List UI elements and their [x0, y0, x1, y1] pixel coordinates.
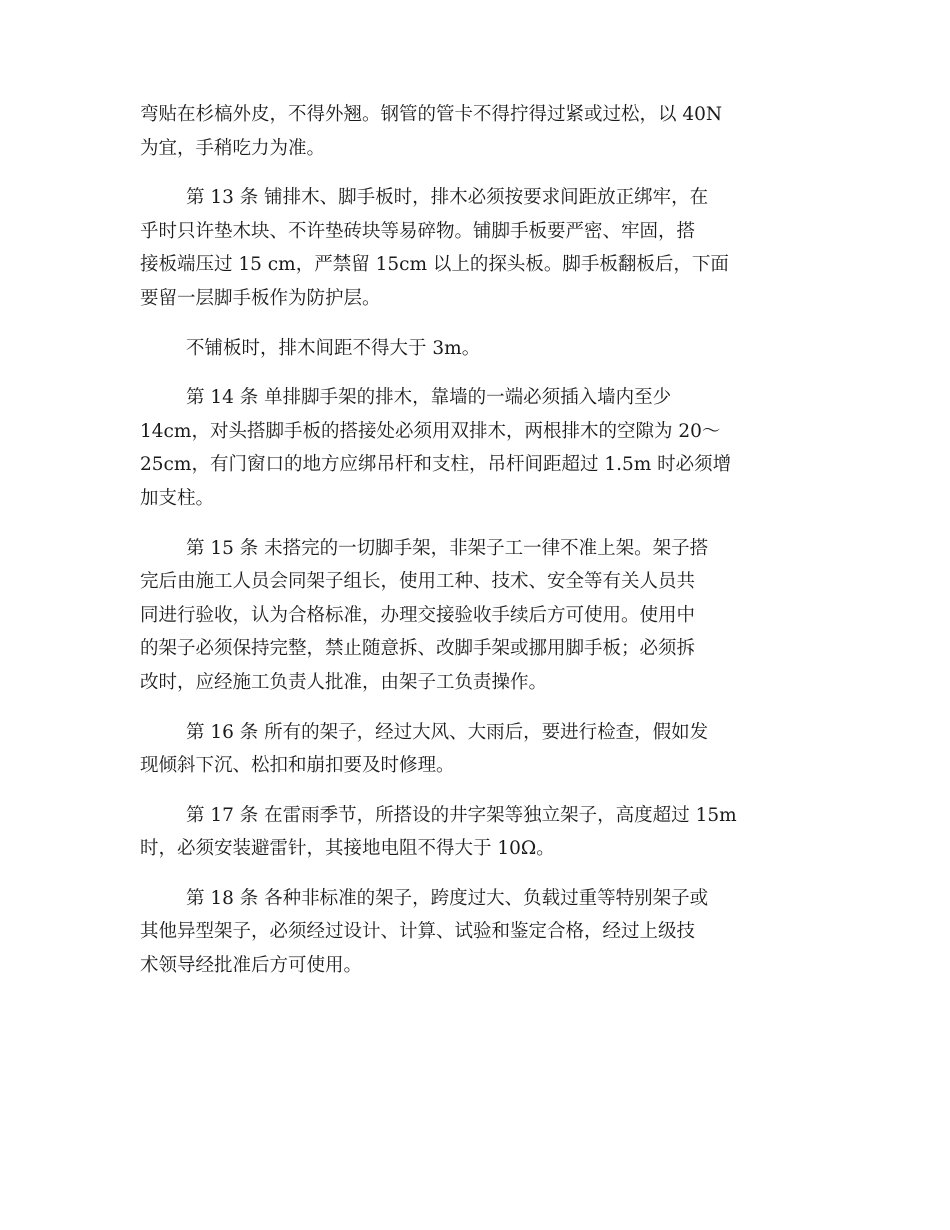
- paragraph-article-13: [140, 181, 808, 315]
- text-line: 的架子必须保持完整，禁止随意拆、改脚手架或挪用脚手板；必须拆: [140, 638, 696, 660]
- text-line: 第 16 条 所有的架子，经过大风、大雨后，要进行检查，假如发: [186, 721, 709, 743]
- paragraph-article-14: [140, 381, 808, 515]
- text-line: 同进行验收，认为合格标准，办理交接验收手续后方可使用。使用中: [140, 604, 696, 626]
- text-line: 加支柱。: [140, 487, 215, 509]
- text-line: 其他异型架子，必须经过设计、计算、试验和鉴定合格，经过上级技: [140, 921, 696, 943]
- paragraph-article-17: [140, 799, 808, 866]
- document-page: [140, 98, 808, 999]
- text-line: 接板端压过 15 cm，严禁留 15cm 以上的探头板。脚手板翻板后，下面: [140, 254, 729, 276]
- text-line: 时，必须安装避雷针，其接地电阻不得大于 10Ω。: [140, 838, 555, 860]
- paragraph-article-15: [140, 532, 808, 700]
- text-line: 不铺板时，排木间距不得大于 3m。: [186, 337, 481, 359]
- paragraph-article-16: [140, 716, 808, 783]
- text-line: 为宜，手稍吃力为准。: [140, 137, 326, 159]
- text-line: 要留一层脚手板作为防护层。: [140, 287, 381, 309]
- text-line: 14cm，对头搭脚手板的搭接处必须用双排木，两根排木的空隙为 20～: [140, 420, 721, 442]
- text-line: 第 15 条 未搭完的一切脚手架，非架子工一律不准上架。架子搭: [186, 537, 709, 559]
- paragraph-article-18: [140, 882, 808, 983]
- text-line: 现倾斜下沉、松扣和崩扣要及时修理。: [140, 755, 455, 777]
- text-line: 乎时只许垫木块、不许垫砖块等易碎物。铺脚手板要严密、牢固，搭: [140, 220, 696, 242]
- text-line: 25cm，有门窗口的地方应绑吊杆和支柱，吊杆间距超过 1.5m 时必须增: [140, 454, 732, 476]
- text-line: 第 13 条 铺排木、脚手板时，排木必须按要求间距放正绑牢，在: [186, 187, 709, 209]
- text-line: 第 17 条 在雷雨季节，所搭设的井字架等独立架子，高度超过 15m: [186, 804, 737, 826]
- text-line: 改时，应经施工负责人批准，由架子工负责操作。: [140, 671, 548, 693]
- text-line: 术领导经批准后方可使用。: [140, 955, 363, 977]
- text-line: 弯贴在杉槁外皮，不得外翘。钢管的管卡不得拧得过紧或过松，以 40N: [140, 104, 723, 125]
- text-line: 第 18 条 各种非标准的架子，跨度过大、负载过重等特别架子或: [186, 887, 709, 909]
- text-line: 第 14 条 单排脚手架的排木，靠墙的一端必须插入墙内至少: [186, 387, 672, 409]
- text-line: 完后由施工人员会同架子组长，使用工种、技术、安全等有关人员共: [140, 571, 696, 593]
- paragraph-article-13-note: [140, 332, 808, 366]
- paragraph-continuation: [140, 98, 808, 165]
